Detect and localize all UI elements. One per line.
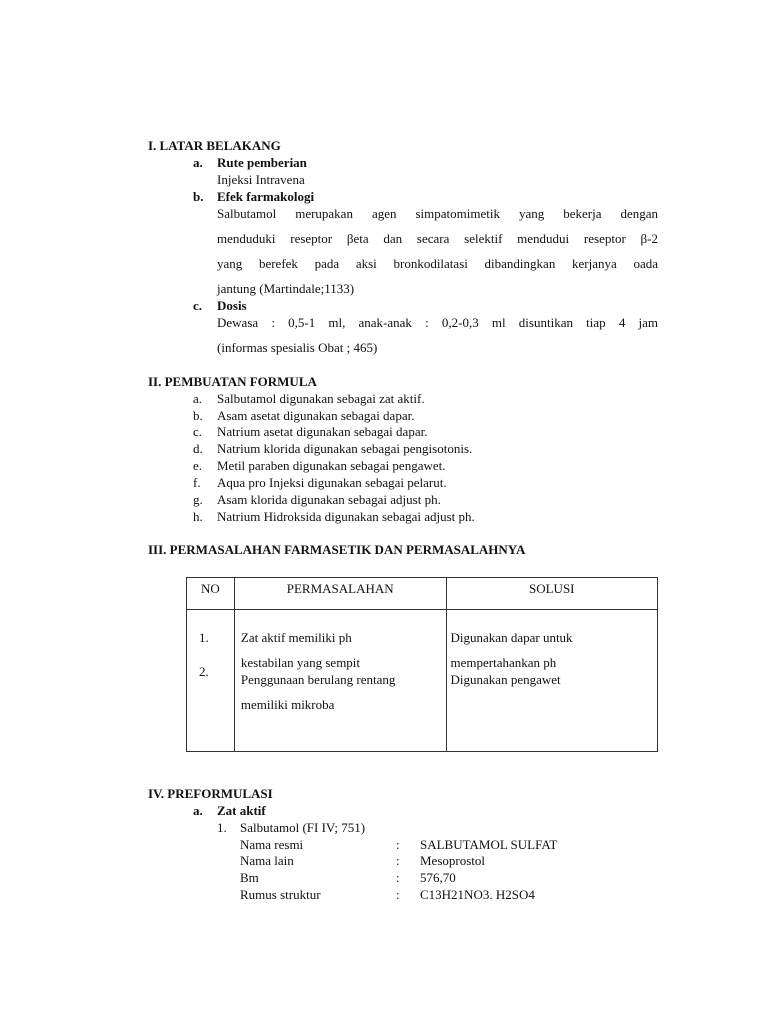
problem-line-2: kestabilan yang sempit [240, 655, 361, 670]
problem-line-1: Zat aktif memiliki ph [240, 630, 352, 645]
section-4-title: IV. PREFORMULASI [148, 786, 273, 801]
formula-item-b: Asam asetat digunakan sebagai dapar. [217, 408, 415, 423]
dosis-line-2: (informas spesialis Obat ; 465) [217, 340, 378, 355]
prop-sep: : [396, 837, 400, 852]
prop-sep: : [396, 870, 400, 885]
formula-item-f: Aqua pro Injeksi digunakan sebagai pelarut. [217, 475, 447, 490]
efek-line-2: menduduki reseptor βeta dan secara selektif mendudui reseptor β-2 [217, 231, 658, 246]
row-number-2: 2. [199, 664, 209, 679]
prop-key-nama-resmi: Nama resmi [240, 837, 304, 852]
zat-aktif-heading: Zat aktif [217, 803, 266, 818]
formula-item-g: Asam klorida digunakan sebagai adjust ph. [217, 492, 441, 507]
problem-line-4: memiliki mikroba [240, 697, 335, 712]
formula-label-g: g. [193, 492, 203, 507]
prop-key-bm: Bm [240, 870, 259, 885]
prop-val-nama-lain: Mesoprostol [420, 853, 485, 868]
solution-line-2: mempertahankan ph [450, 655, 557, 670]
prop-key-nama-lain: Nama lain [240, 853, 294, 868]
item-b-label: b. [193, 189, 204, 204]
formula-item-e: Metil paraben digunakan sebagai pengawet. [217, 458, 446, 473]
header-permasalahan: PERMASALAHAN [234, 578, 446, 610]
salbutamol-heading: Salbutamol (FI IV; 751) [240, 820, 366, 835]
efek-line-3: yang berefek pada aksi bronkodilatasi dibandingkan kerjanya oada [217, 256, 658, 271]
cell-solusi [446, 610, 657, 752]
header-solusi: SOLUSI [446, 578, 657, 610]
formula-label-d: d. [193, 441, 203, 456]
row-number-1: 1. [199, 630, 209, 645]
table-row [187, 610, 658, 752]
formula-item-d: Natrium klorida digunakan sebagai pengisotonis. [217, 441, 473, 456]
formula-label-a: a. [193, 391, 203, 406]
prop-sep: : [396, 853, 400, 868]
prop-sep: : [396, 887, 400, 902]
solution-line-3: Digunakan pengawet [450, 672, 561, 687]
problem-solution-table [186, 577, 658, 752]
zat-aktif-label: a. [193, 803, 203, 818]
cell-no [187, 610, 235, 752]
prop-val-nama-resmi: SALBUTAMOL SULFAT [420, 837, 558, 852]
section-1-title: I. LATAR BELAKANG [148, 138, 281, 153]
efek-farmakologi-heading: Efek farmakologi [217, 189, 315, 204]
rute-pemberian-heading: Rute pemberian [217, 155, 307, 170]
efek-line-1: Salbutamol merupakan agen simpatomimetik yang bekerja dengan [217, 206, 658, 221]
item-a-label: a. [193, 155, 203, 170]
formula-item-c: Natrium asetat digunakan sebagai dapar. [217, 424, 428, 439]
formula-item-a: Salbutamol digunakan sebagai zat aktif. [217, 391, 425, 406]
dosis-heading: Dosis [217, 298, 247, 313]
section-2-title: II. PEMBUATAN FORMULA [148, 374, 317, 389]
dosis-line-1: Dewasa : 0,5-1 ml, anak-anak : 0,2-0,3 ml disuntikan tiap 4 jam [217, 315, 658, 330]
section-3-title: III. PERMASALAHAN FARMASETIK DAN PERMASALAHNYA [148, 542, 526, 557]
efek-line-4: jantung (Martindale;1133) [217, 281, 355, 296]
rute-pemberian-text: Injeksi Intravena [217, 172, 305, 187]
cell-permasalahan [234, 610, 446, 752]
formula-label-b: b. [193, 408, 203, 423]
prop-val-bm: 576,70 [420, 870, 456, 885]
formula-label-h: h. [193, 509, 203, 524]
problem-line-3: Penggunaan berulang rentang [240, 672, 396, 687]
item-c-label: c. [193, 298, 203, 313]
solution-line-1: Digunakan dapar untuk [450, 630, 573, 645]
prop-val-rumus-struktur: C13H21NO3. H2SO4 [420, 887, 535, 902]
formula-item-h: Natrium Hidroksida digunakan sebagai adjust ph. [217, 509, 475, 524]
salbutamol-number: 1. [217, 820, 227, 835]
formula-label-f: f. [193, 475, 201, 490]
header-no: NO [187, 578, 235, 610]
prop-key-rumus-struktur: Rumus struktur [240, 887, 321, 902]
formula-label-e: e. [193, 458, 203, 473]
formula-label-c: c. [193, 424, 203, 439]
table-header-row [187, 578, 658, 610]
